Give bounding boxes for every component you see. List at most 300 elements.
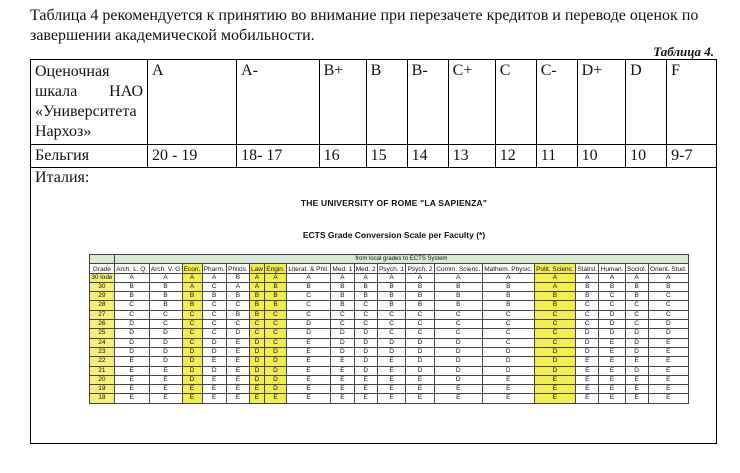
ects-column-header: Mathem. Physic. [484, 265, 533, 273]
ects-grade-cell: D [114, 338, 149, 347]
ects-grade-cell: A [182, 273, 202, 282]
ects-grade-cell: E [182, 385, 202, 394]
table-row-scale [31, 60, 717, 145]
ects-grade-cell: C [482, 320, 534, 329]
table-row-belgium [31, 145, 717, 168]
ects-grade-cell: A [286, 273, 330, 282]
ects-grade-cell: C [202, 301, 226, 310]
ects-column-header: Statist. [577, 265, 598, 273]
belgium-value-cell: 15 [366, 145, 407, 168]
belgium-value-cell: 14 [407, 145, 448, 168]
ects-grade-cell: D [149, 357, 182, 366]
ects-grade-cell: C [599, 292, 625, 301]
ects-column-header: Polit. Scienc. [536, 265, 574, 273]
ects-grade-cell: C [482, 310, 534, 319]
ects-grade-cell: E [599, 385, 625, 394]
ects-grade-cell: E [286, 338, 330, 347]
scale-grade-cell: C [495, 60, 536, 145]
ects-grade-cell: A [434, 273, 482, 282]
ects-column-header: Literat. & Phil. [288, 265, 329, 273]
ects-grade-cell: E [482, 385, 534, 394]
ects-table-row [90, 385, 689, 394]
ects-column-header: Arch. L. Q. [116, 265, 148, 273]
ects-scale-title: ECTS Grade Conversion Scale per Faculty (*) [302, 230, 486, 240]
ects-local-grade-cell: 25 [90, 329, 115, 338]
grade-conversion-table [30, 59, 717, 444]
ects-grade-cell: E [434, 385, 482, 394]
scale-label-cell: Оценочная шкала НАО «Университета Нархоз» [31, 60, 148, 145]
ects-grade-cell: E [149, 385, 182, 394]
ects-table-row [90, 301, 689, 310]
ects-grade-cell: E [249, 394, 264, 403]
ects-local-grade-cell: 22 [90, 357, 115, 366]
ects-grade-cell: B [265, 282, 287, 291]
ects-grade-cell: D [354, 329, 377, 338]
ects-grade-cell: E [648, 338, 688, 347]
ects-grade-cell: E [286, 385, 330, 394]
ects-grade-cell: D [534, 357, 575, 366]
ects-grade-cell: D [249, 357, 264, 366]
ects-grade-cell: D [354, 347, 377, 356]
ects-grade-cell: B [406, 282, 434, 291]
ects-grade-cell: C [625, 301, 648, 310]
ects-grade-cell: C [534, 320, 575, 329]
scale-grade-cell: B- [407, 60, 448, 145]
ects-grade-cell: D [249, 375, 264, 384]
ects-grade-cell: E [331, 394, 354, 403]
ects-grade-cell: C [576, 310, 599, 319]
ects-grade-cell: B [434, 301, 482, 310]
ects-grade-cell: C [406, 320, 434, 329]
ects-grade-cell: D [202, 338, 226, 347]
ects-grade-cell: E [599, 338, 625, 347]
ects-grade-cell: D [202, 366, 226, 375]
ects-grade-cell: A [625, 273, 648, 282]
ects-grade-cell: C [406, 329, 434, 338]
ects-grade-cell: E [354, 375, 377, 384]
ects-grade-cell: D [434, 375, 482, 384]
ects-grade-cell: A [599, 273, 625, 282]
ects-grade-cell: D [265, 347, 287, 356]
ects-grade-cell: C [182, 338, 202, 347]
ects-grade-cell: E [534, 385, 575, 394]
ects-grade-cell: E [534, 375, 575, 384]
ects-grade-cell: C [114, 310, 149, 319]
ects-grade-cell: C [249, 329, 264, 338]
ects-grade-cell: C [625, 320, 648, 329]
ects-grade-cell: B [226, 310, 249, 319]
ects-local-grade-cell: 30 [90, 282, 115, 291]
ects-grade-cell: C [406, 310, 434, 319]
ects-local-grade-cell: 20 [90, 375, 115, 384]
ects-grade-cell: D [534, 366, 575, 375]
belgium-value-cell: 13 [448, 145, 495, 168]
ects-grade-cell: C [534, 310, 575, 319]
ects-grade-cell: E [354, 394, 377, 403]
ects-grade-cell: E [482, 375, 534, 384]
ects-table-row [90, 366, 689, 375]
ects-grade-cell: E [648, 375, 688, 384]
ects-grade-cell: E [114, 357, 149, 366]
ects-grade-cell: E [406, 375, 434, 384]
ects-column-header: Arch. V. G [150, 265, 181, 273]
ects-grade-cell: A [265, 273, 287, 282]
ects-grade-cell: B [648, 282, 688, 291]
ects-column-header: Psych. 1 [379, 265, 405, 273]
ects-local-grade-cell: 19 [90, 385, 115, 394]
ects-grade-cell: E [114, 385, 149, 394]
ects-grade-cell: B [377, 292, 405, 301]
ects-grade-cell: E [576, 357, 599, 366]
ects-grade-cell: E [377, 375, 405, 384]
scale-grade-cell: F [667, 60, 717, 145]
ects-grade-cell: E [286, 375, 330, 384]
ects-grade-cell: C [354, 320, 377, 329]
ects-grade-cell: A [354, 273, 377, 282]
ects-grade-cell: C [648, 301, 688, 310]
ects-grade-cell: B [114, 282, 149, 291]
ects-grade-cell: D [114, 347, 149, 356]
ects-grade-cell: E [625, 357, 648, 366]
ects-grade-cell: E [286, 357, 330, 366]
ects-grade-cell: C [202, 282, 226, 291]
ects-grade-cell: B [331, 292, 354, 301]
ects-grade-cell: E [377, 366, 405, 375]
ects-grade-cell: E [265, 394, 287, 403]
ects-grade-cell: A [406, 273, 434, 282]
scale-grade-cell: D+ [577, 60, 626, 145]
ects-grade-cell: D [354, 338, 377, 347]
ects-grade-cell: D [182, 375, 202, 384]
ects-grade-cell: E [226, 375, 249, 384]
ects-grade-cell: B [202, 292, 226, 301]
ects-grade-cell: B [377, 301, 405, 310]
ects-grade-cell: D [576, 329, 599, 338]
scale-grade-cell: B+ [319, 60, 366, 145]
ects-grade-cell: B [265, 301, 287, 310]
ects-grade-cell: C [534, 329, 575, 338]
ects-table-row [90, 320, 689, 329]
ects-grade-cell: B [482, 301, 534, 310]
table-caption: Таблица 4. [653, 44, 714, 59]
ects-grade-cell: B [265, 292, 287, 301]
scanned-ects-document [89, 198, 699, 438]
ects-conversion-table [89, 254, 689, 404]
ects-grade-cell: D [482, 366, 534, 375]
ects-grade-cell: C [434, 320, 482, 329]
belgium-label-cell: Бельгия [31, 145, 148, 168]
ects-grade-cell: C [265, 320, 287, 329]
ects-grade-cell: C [377, 320, 405, 329]
ects-grade-cell: E [482, 394, 534, 403]
ects-column-header: Econ. [183, 265, 201, 273]
ects-grade-cell: B [249, 292, 264, 301]
ects-column-header: Med. 1 [332, 265, 353, 273]
ects-grade-cell: B [625, 282, 648, 291]
ects-grade-cell: D [286, 329, 330, 338]
ects-grade-cell: E [114, 394, 149, 403]
ects-grade-cell: B [625, 292, 648, 301]
ects-grade-cell: C [265, 329, 287, 338]
ects-table-row [90, 338, 689, 347]
ects-grade-cell: D [331, 329, 354, 338]
ects-grade-cell: C [114, 301, 149, 310]
ects-grade-cell: E [648, 357, 688, 366]
ects-local-grade-cell: 23 [90, 347, 115, 356]
ects-grade-cell: D [265, 385, 287, 394]
ects-grade-cell: E [226, 338, 249, 347]
ects-column-header: Psych. 2 [407, 265, 433, 273]
ects-grade-cell: E [226, 357, 249, 366]
ects-grade-cell: B [249, 310, 264, 319]
ects-grade-cell: D [354, 357, 377, 366]
ects-grade-cell: D [265, 366, 287, 375]
ects-column-header: Law [250, 265, 263, 273]
ects-grade-cell: C [331, 320, 354, 329]
ects-grade-cell: D [406, 366, 434, 375]
ects-header-row [90, 264, 689, 273]
belgium-value-cell: 18- 17 [237, 145, 320, 168]
ects-grade-cell: E [202, 357, 226, 366]
ects-grade-cell: D [434, 347, 482, 356]
ects-grade-cell: D [377, 338, 405, 347]
ects-grade-cell: E [149, 394, 182, 403]
ects-grade-cell: E [576, 375, 599, 384]
ects-grade-cell: C [265, 310, 287, 319]
ects-grade-cell: C [576, 301, 599, 310]
ects-grade-cell: B [226, 273, 249, 282]
ects-grade-cell: D [114, 320, 149, 329]
ects-grade-cell: D [149, 329, 182, 338]
ects-grade-cell: C [249, 320, 264, 329]
ects-grade-cell: E [149, 375, 182, 384]
ects-grade-cell: C [286, 310, 330, 319]
ects-grade-cell: E [648, 385, 688, 394]
ects-grade-cell: D [182, 347, 202, 356]
ects-grade-cell: E [226, 385, 249, 394]
ects-grade-cell: E [625, 394, 648, 403]
ects-grade-cell: D [625, 338, 648, 347]
ects-grade-cell: D [377, 347, 405, 356]
italy-label: Италия: [35, 169, 90, 186]
ects-grade-cell: D [625, 329, 648, 338]
ects-grade-cell: A [149, 273, 182, 282]
ects-grade-cell: B [149, 301, 182, 310]
ects-local-grade-cell: 30 lode [91, 273, 113, 281]
ects-column-header: Philos. [228, 265, 248, 273]
ects-grade-cell: B [599, 282, 625, 291]
ects-grade-cell: D [182, 366, 202, 375]
ects-grade-cell: E [331, 366, 354, 375]
ects-grade-cell: E [406, 385, 434, 394]
ects-column-header: Pharm. [203, 265, 225, 273]
ects-grade-cell: B [249, 301, 264, 310]
ects-body [90, 273, 689, 403]
ects-column-header: Orient. Stud. [650, 265, 687, 273]
ects-grade-cell: E [434, 394, 482, 403]
ects-grade-cell: E [576, 394, 599, 403]
ects-grade-cell: A [576, 273, 599, 282]
ects-grade-cell: B [576, 282, 599, 291]
ects-grade-cell: A [482, 273, 534, 282]
ects-grade-cell: B [149, 292, 182, 301]
scale-grade-cell: D [626, 60, 667, 145]
ects-grade-cell: D [182, 357, 202, 366]
ects-grade-cell: C [648, 292, 688, 301]
ects-grade-cell: D [434, 366, 482, 375]
ects-grade-cell: C [377, 329, 405, 338]
ects-grade-cell: D [576, 338, 599, 347]
ects-grade-cell: C [226, 301, 249, 310]
ects-grade-cell: C [482, 329, 534, 338]
ects-grade-cell: C [182, 329, 202, 338]
ects-grade-cell: B [182, 301, 202, 310]
ects-grade-cell: E [354, 385, 377, 394]
ects-grade-cell: B [149, 282, 182, 291]
ects-grade-cell: B [406, 292, 434, 301]
scale-grade-cell: B [366, 60, 407, 145]
ects-grade-cell: D [599, 320, 625, 329]
ects-table-row [90, 273, 689, 282]
ects-grade-cell: B [534, 292, 575, 301]
ects-grade-cell: E [625, 375, 648, 384]
ects-table-row [90, 310, 689, 319]
ects-grade-cell: A [249, 273, 264, 282]
ects-grade-cell: C [354, 310, 377, 319]
ects-grade-cell: D [226, 329, 249, 338]
ects-grade-cell: A [249, 282, 264, 291]
ects-grade-cell: C [182, 320, 202, 329]
ects-grade-cell: E [202, 375, 226, 384]
ects-grade-cell: A [377, 273, 405, 282]
ects-grade-cell: D [482, 357, 534, 366]
belgium-value-cell: 9-7 [667, 145, 717, 168]
ects-grade-cell: E [648, 366, 688, 375]
ects-grade-cell: C [599, 301, 625, 310]
ects-grade-cell: E [576, 366, 599, 375]
ects-local-grade-cell: 27 [90, 310, 115, 319]
ects-grade-cell: E [114, 375, 149, 384]
system-header: from local grades to ECTS System [114, 255, 688, 264]
ects-grade-cell: E [599, 347, 625, 356]
ects-grade-cell: C [434, 310, 482, 319]
ects-grade-cell: D [406, 338, 434, 347]
belgium-value-cell: 10 [626, 145, 667, 168]
ects-grade-cell: D [249, 366, 264, 375]
ects-local-grade-cell: 21 [90, 366, 115, 375]
ects-grade-cell: C [576, 320, 599, 329]
ects-grade-cell: E [534, 394, 575, 403]
ects-grade-cell: D [265, 375, 287, 384]
ects-grade-cell: E [249, 385, 264, 394]
ects-grade-cell: A [226, 282, 249, 291]
ects-grade-cell: E [331, 385, 354, 394]
ects-grade-cell: B [286, 282, 330, 291]
belgium-value-cell: 10 [577, 145, 626, 168]
ects-grade-cell: E [599, 366, 625, 375]
ects-grade-cell: D [286, 320, 330, 329]
ects-grade-cell: B [226, 292, 249, 301]
ects-grade-cell: B [331, 301, 354, 310]
ects-grade-cell: D [534, 347, 575, 356]
ects-grade-cell: D [406, 357, 434, 366]
ects-table-row [90, 357, 689, 366]
ects-grade-cell: D [406, 347, 434, 356]
ects-grade-cell: D [482, 347, 534, 356]
ects-grade-cell: E [406, 394, 434, 403]
ects-grade-cell: D [434, 338, 482, 347]
ects-grade-cell: E [599, 394, 625, 403]
ects-table-row [90, 394, 689, 403]
ects-grade-cell: E [226, 347, 249, 356]
ects-grade-cell: A [202, 273, 226, 282]
ects-local-grade-cell: 29 [90, 292, 115, 301]
ects-grade-cell: B [377, 282, 405, 291]
ects-grade-cell: D [648, 329, 688, 338]
ects-grade-cell: A [648, 273, 688, 282]
ects-grade-cell: E [377, 385, 405, 394]
ects-grade-cell: C [202, 329, 226, 338]
ects-grade-cell: C [354, 301, 377, 310]
ects-table-row [90, 329, 689, 338]
ects-grade-cell: E [625, 385, 648, 394]
belgium-value-cell: 12 [495, 145, 536, 168]
ects-grade-cell: E [576, 385, 599, 394]
ects-grade-cell: E [202, 385, 226, 394]
ects-grade-cell: E [377, 394, 405, 403]
ects-grade-cell: E [286, 366, 330, 375]
ects-grade-cell: C [482, 338, 534, 347]
ects-grade-cell: C [625, 310, 648, 319]
system-header-row [90, 255, 689, 264]
ects-grade-cell: B [482, 282, 534, 291]
ects-grade-cell: C [434, 329, 482, 338]
ects-grade-cell: D [625, 347, 648, 356]
ects-grade-cell: B [576, 292, 599, 301]
ects-grade-cell: E [286, 347, 330, 356]
ects-grade-cell: C [648, 310, 688, 319]
ects-grade-cell: D [354, 366, 377, 375]
ects-grade-cell: E [114, 366, 149, 375]
table-row-italy [31, 168, 717, 444]
ects-local-grade-cell: 26 [90, 320, 115, 329]
ects-table-row [90, 282, 689, 291]
intro-paragraph: Таблица 4 рекомендуется к принятию во внимание при перезачете кредитов и переводе оценок по завершении академической мобильности. [30, 7, 699, 44]
ects-grade-cell: E [648, 347, 688, 356]
ects-grade-cell: C [534, 338, 575, 347]
ects-grade-cell: A [534, 282, 575, 291]
ects-grade-cell: E [149, 366, 182, 375]
scale-grade-cell: A [148, 60, 237, 145]
ects-grade-cell: A [534, 273, 575, 282]
ects-grade-cell: C [286, 292, 330, 301]
ects-grade-cell: D [599, 329, 625, 338]
ects-table-row [90, 292, 689, 301]
ects-grade-cell: D [331, 338, 354, 347]
ects-grade-cell: E [648, 394, 688, 403]
ects-grade-cell: C [331, 310, 354, 319]
ects-grade-cell: E [226, 366, 249, 375]
system-header-spacer [90, 255, 115, 264]
ects-grade-cell: B [354, 292, 377, 301]
ects-grade-cell: B [354, 282, 377, 291]
ects-column-header: Human. [600, 265, 624, 273]
ects-grade-cell: D [149, 338, 182, 347]
ects-grade-cell: C [149, 320, 182, 329]
ects-grade-cell: C [286, 301, 330, 310]
ects-table-row [90, 375, 689, 384]
ects-grade-cell: B [182, 292, 202, 301]
